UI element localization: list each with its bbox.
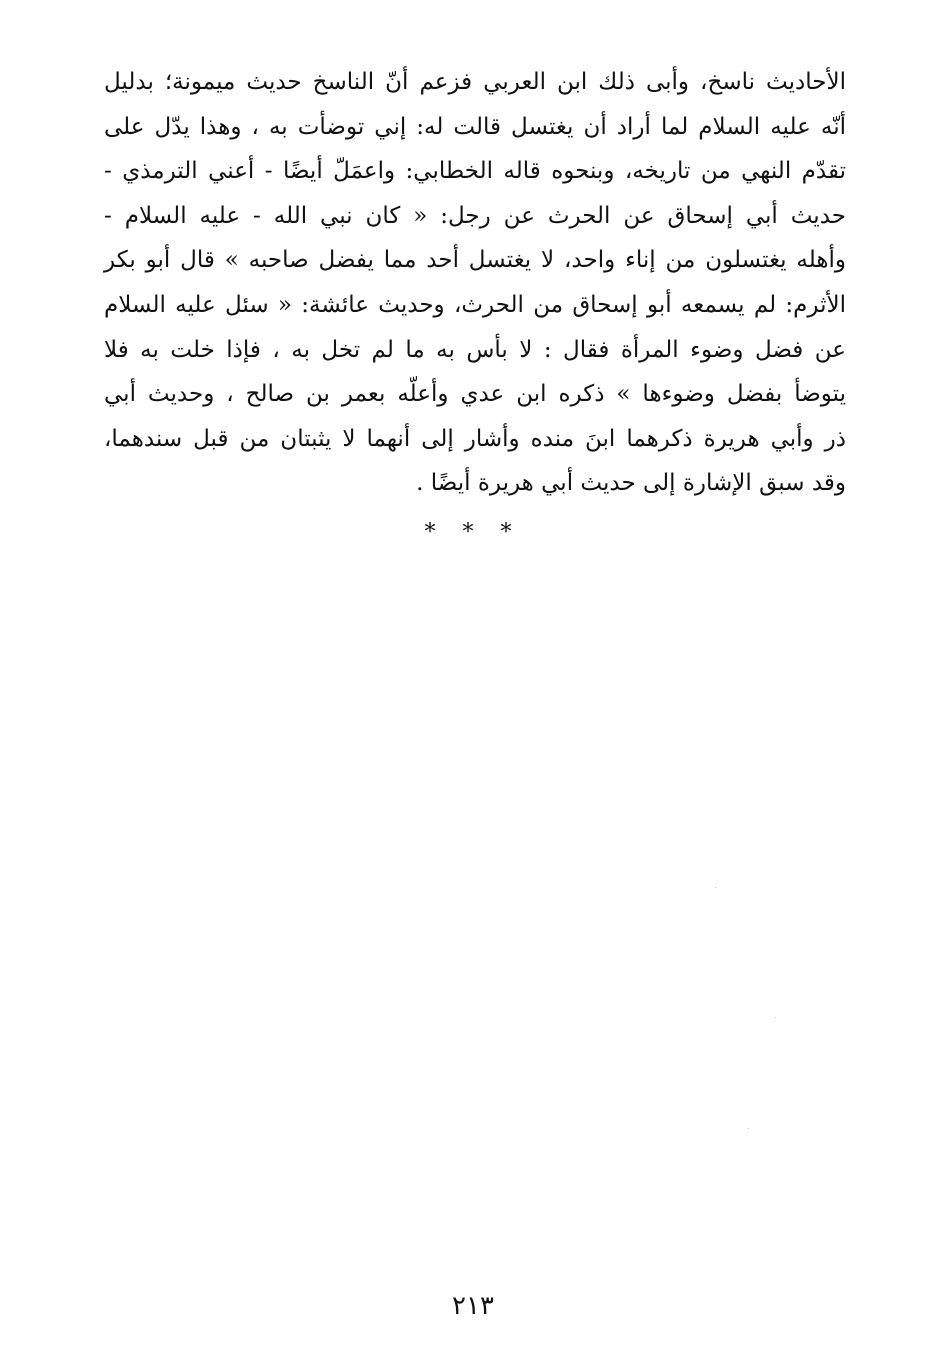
text-line: الأحاديث ناسخ، وأبى ذلك ابن العربي فزعم أنّ الناسخ حديث ميمونة؛ بدليل: [104, 69, 846, 95]
text-line: يتوضأ بفضل وضوءها » ذكره ابن عدي وأعلّه بعمر بن صالح ، وحديث أبي: [104, 381, 846, 408]
text-line: عن فضل وضوء المرأة فقال : لا بأس به ما لم تخل به ، فإذا خلت به فلا: [104, 336, 846, 363]
section-separator: * * *: [424, 520, 522, 545]
text-line: حديث أبي إسحاق عن الحرث عن رجل: « كان نبي الله - عليه السلام -: [104, 202, 846, 229]
scan-speck: [775, 1017, 776, 1018]
text-line: الأثرم: لم يسمعه أبو إسحاق من الحرث، وحديث عائشة: « سئل عليه السلام: [104, 291, 846, 318]
text-line: تقدّم النهي من تاريخه، وبنحوه قاله الخطابي: واعمَلّ أيضًا - أعني الترمذي -: [104, 158, 846, 185]
scan-speck: [748, 1128, 749, 1129]
scan-speck: [715, 887, 716, 888]
body-paragraph: [104, 60, 846, 506]
text-line: ذر وأبي هريرة ذكرهما ابنَ منده وأشار إلى أنهما لا يثبتان من قبل سندهما،: [104, 425, 846, 452]
text-line: أنّه عليه السلام لما أراد أن يغتسل قالت له: إني توضأت به ، وهذا يدّل على: [104, 113, 846, 140]
page-number: ٢١٣: [452, 1291, 494, 1321]
text-line: وقد سبق الإشارة إلى حديث أبي هريرة أيضًا .: [416, 470, 846, 497]
text-line: وأهله يغتسلون من إناء واحد، لا يغتسل أحد مما يفضل صاحبه » قال أبو بكر: [104, 247, 846, 274]
